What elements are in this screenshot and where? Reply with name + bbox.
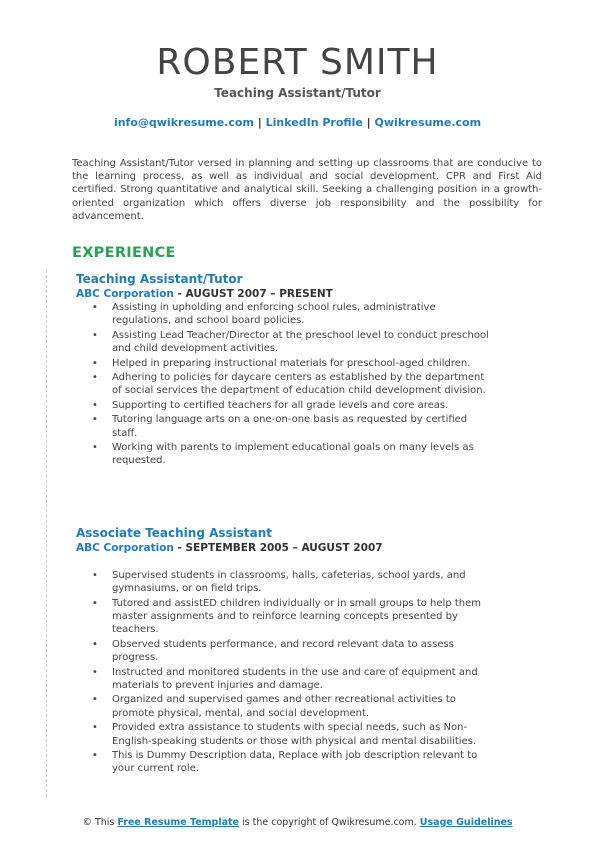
job-bullet: • Supervised students in classrooms, halls, cafeterias, school yards, and gymnasiums, or on field trips. [76, 569, 494, 596]
job-bullet: • Tutored and assistED children individually or in small groups to help them master assignments and to reinforce learning concepts presented by teachers. [76, 597, 494, 637]
free-resume-template-link[interactable]: Free Resume Template [117, 817, 239, 828]
job-entry [76, 526, 516, 777]
usage-guidelines-link[interactable]: Usage Guidelines [419, 817, 513, 828]
job-bullet: • Helped in preparing instructional materials for preschool-aged children. [76, 357, 494, 370]
job-bullets [76, 301, 516, 468]
experience-heading: EXPERIENCE [72, 245, 176, 261]
job-bullet: • Tutoring language arts on a one-on-one basis as requested by certified staff. [76, 413, 494, 440]
job-bullet: • Instructed and monitored students in the use and care of equipment and materials to prevent injuries and damage. [76, 666, 494, 693]
footer-middle: is the copyright of Qwikresume.com. [239, 817, 420, 828]
job-title: Associate Teaching Assistant [76, 526, 273, 540]
footer [0, 817, 595, 829]
job-company: ABC Corporation [76, 542, 174, 554]
job-bullet: • Organized and supervised games and other recreational activities to promote physical, mental, and social development. [76, 693, 494, 720]
contact-separator: | [257, 116, 262, 129]
job-bullet: • Supporting to certified teachers for all grade levels and core areas. [76, 399, 494, 412]
job-company-dates [76, 287, 516, 301]
job-bullet: • Adhering to policies for daycare centers as established by the department of social services the department of education child development division. [76, 371, 494, 398]
job-bullet: • Observed students performance, and record relevant data to assess progress. [76, 638, 494, 665]
candidate-role: Teaching Assistant/Tutor [214, 86, 381, 100]
job-bullet: • Working with parents to implement educational goals on many levels as requested. [76, 441, 494, 468]
website-link[interactable]: Qwikresume.com [374, 116, 482, 129]
job-bullet: • Assisting in upholding and enforcing school rules, administrative regulations, and school board policies. [76, 301, 494, 328]
job-dates: - SEPTEMBER 2005 – AUGUST 2007 [173, 542, 383, 554]
job-entry [76, 272, 516, 469]
job-bullet: • Assisting Lead Teacher/Director at the preschool level to conduct preschool and child development activities. [76, 329, 494, 356]
job-company: ABC Corporation [76, 288, 174, 300]
footer-prefix: © This [82, 817, 118, 828]
linkedin-link[interactable]: LinkedIn Profile [265, 116, 363, 129]
contact-separator: | [366, 116, 371, 129]
contact-line [0, 116, 595, 130]
email-link[interactable]: info@qwikresume.com [113, 116, 254, 129]
job-title: Teaching Assistant/Tutor [76, 272, 243, 286]
job-bullet: • This is Dummy Description data, Replace with job description relevant to your current role. [76, 749, 494, 776]
job-dates: - AUGUST 2007 – PRESENT [173, 288, 333, 300]
job-bullets [76, 569, 516, 776]
job-bullet: • Provided extra assistance to students with special needs, such as Non-English-speaking students or those with physical and mental disabilities. [76, 721, 494, 748]
summary-paragraph: Teaching Assistant/Tutor versed in planning and setting up classrooms that are conducive to the learning process, as well as individual and social development. CPR and First Aid certified. Strong quantitative and analytical skill. Seeking a challenging position in a growth-oriented organization which offers diverse job responsibility and the possibility for advancement. [72, 158, 542, 222]
timeline-line [46, 270, 47, 797]
job-company-dates [76, 541, 516, 555]
candidate-name: ROBERT SMITH [156, 42, 439, 83]
